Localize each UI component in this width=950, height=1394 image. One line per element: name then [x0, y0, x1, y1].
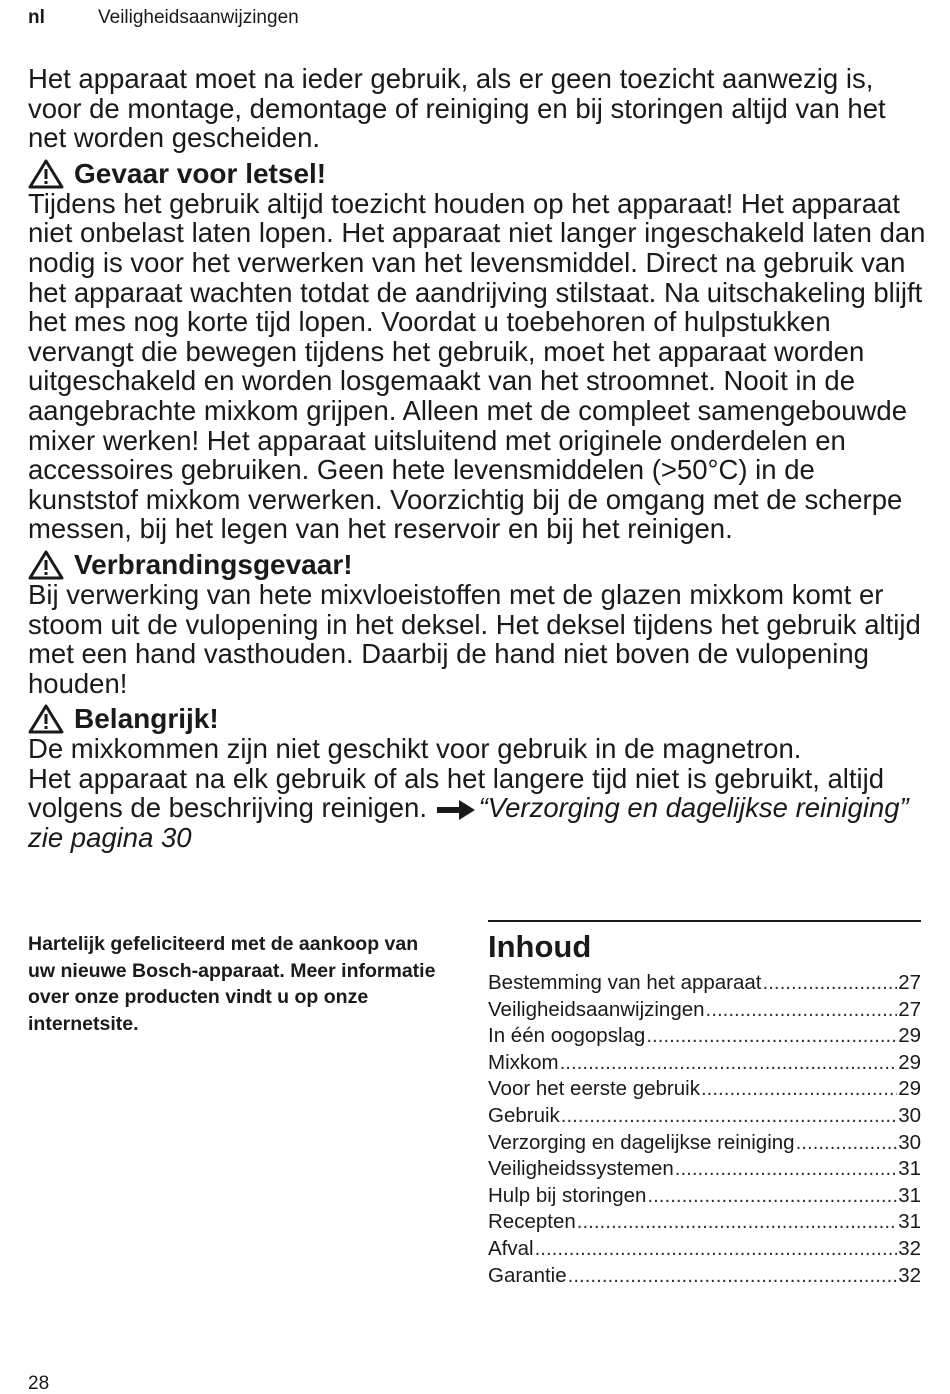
- warning-text: Bij verwerking van hete mixvloeistoffen met de glazen mixkom komt er stoom uit de vulopening in het deksel. Het deksel tijdens het gebruik altijd met een hand vasthouden. Daarbij de hand niet boven de vulopening houden!: [28, 578, 921, 699]
- toc-leader-dots: [561, 1103, 897, 1130]
- toc-item-page: 31: [898, 1210, 921, 1234]
- toc-leader-dots: [796, 1130, 898, 1157]
- toc-leader-dots: [535, 1236, 898, 1263]
- toc-item-page: 30: [898, 1103, 921, 1127]
- warning-title: Verbrandingsgevaar!: [74, 549, 353, 581]
- toc-item-label: Afval: [488, 1236, 534, 1260]
- toc-item[interactable]: [488, 1076, 921, 1103]
- toc-item-label: Hulp bij storingen: [488, 1183, 647, 1207]
- toc-leader-dots: [675, 1156, 897, 1183]
- toc-item[interactable]: [488, 1236, 921, 1263]
- toc-item-label: Gebruik: [488, 1103, 560, 1127]
- language-code: nl: [28, 7, 45, 28]
- toc-leader-dots: [706, 997, 898, 1024]
- warning-heading-burn: [28, 550, 928, 580]
- toc-item-label: Voor het eerste gebruik: [488, 1077, 700, 1101]
- toc-item[interactable]: [488, 1050, 921, 1077]
- warning-text: De mixkommen zijn niet geschikt voor gebruik in de magnetron.: [28, 733, 802, 765]
- toc-item-page: 31: [898, 1183, 921, 1207]
- toc-item-page: 27: [898, 971, 921, 994]
- warning-text: Het apparaat na elk gebruik of als het langere tijd niet is gebruikt, altijd volgens de beschrijving reinigen.: [28, 762, 885, 824]
- toc-divider: [488, 920, 921, 922]
- warning-heading-injury: [28, 159, 928, 189]
- toc-title: Inhoud: [488, 929, 592, 964]
- warning-triangle-icon: [28, 159, 64, 189]
- warning-heading-important: [28, 704, 928, 734]
- page-number: 28: [28, 1373, 50, 1394]
- warning-triangle-icon: [28, 550, 64, 580]
- toc-leader-dots: [568, 1263, 898, 1290]
- toc-item[interactable]: [488, 997, 921, 1024]
- toc-item[interactable]: [488, 970, 921, 997]
- toc-item-page: 29: [898, 1050, 921, 1074]
- section-title: Veiligheidsaanwijzingen: [98, 7, 299, 28]
- intro-paragraph: Het apparaat moet na ieder gebruik, als er geen toezicht aanwezig is, voor de montage, demontage of reiniging en bij storingen altijd van het net worden gescheiden.: [28, 63, 886, 154]
- warning-title: Gevaar voor letsel!: [74, 157, 327, 189]
- toc-item-page: 29: [898, 1077, 921, 1101]
- toc-item-page: 32: [898, 1263, 921, 1287]
- page-header: [28, 7, 299, 29]
- toc-item-label: Mixkom: [488, 1050, 559, 1074]
- toc-item-page: 30: [898, 1130, 921, 1154]
- toc-leader-dots: [560, 1050, 898, 1077]
- toc-item-page: 29: [898, 1024, 921, 1048]
- toc-item-label: In één oogopslag: [488, 1024, 646, 1048]
- arrow-right-icon: [435, 792, 479, 823]
- toc-leader-dots: [763, 970, 898, 997]
- toc-item[interactable]: [488, 1183, 921, 1210]
- toc-list: [488, 970, 921, 1289]
- toc-item-label: Recepten: [488, 1210, 576, 1234]
- warning-title: Belangrijk!: [74, 703, 219, 735]
- toc-item[interactable]: [488, 1023, 921, 1050]
- toc-leader-dots: [577, 1209, 897, 1236]
- congratulations-text: Hartelijk gefeliciteerd met de aankoop van uw nieuwe Bosch-apparaat. Meer informatie over onze producten vindt u op onze internetsite.: [28, 933, 436, 1035]
- toc-item-page: 27: [898, 997, 921, 1021]
- toc-item-label: Veiligheidssystemen: [488, 1157, 674, 1181]
- toc-leader-dots: [646, 1023, 897, 1050]
- cross-reference-link[interactable]: “Verzorging en dagelijkse reiniging” zie pagina 30: [28, 792, 909, 854]
- toc-item[interactable]: [488, 1209, 921, 1236]
- toc-item[interactable]: [488, 1130, 921, 1157]
- table-of-contents: [488, 920, 921, 1289]
- warning-text: Tijdens het gebruik altijd toezicht houden op het apparaat! Het apparaat niet onbelast laten lopen. Het apparaat niet langer ingeschakeld laten dan nodig is voor het verwerken van het levensmiddel. Direct na gebruik van het apparaat wachten totdat de aandrijving stilstaat. Na uitschakeling blijft het mes nog korte tijd lopen. Voordat u toebehoren of hulpstukken vervangt die bewegen tijdens het gebruik, moet het apparaat worden uitgeschakeld en worden losgemaakt van het stroomnet. Nooit in de aangebrachte mixkom grijpen. Alleen met de compleet samengebouwde mixer werken! Het apparaat uitsluitend met originele onderdelen en accessoires gebruiken. Geen hete levensmiddelen (>50°C) in de kunststof mixkom verwerken. Voorzichtig bij de omgang met de scherpe messen, bij het legen van het reservoir en bij het reinigen.: [28, 187, 926, 545]
- toc-item-label: Bestemming van het apparaat: [488, 971, 762, 994]
- warning-text-with-reference: [28, 764, 928, 853]
- safety-section: [28, 64, 928, 853]
- warning-triangle-icon: [28, 704, 64, 734]
- toc-leader-dots: [701, 1076, 897, 1103]
- toc-item[interactable]: [488, 1103, 921, 1130]
- toc-leader-dots: [647, 1183, 897, 1210]
- toc-item-page: 32: [898, 1236, 921, 1260]
- toc-item-label: Verzorging en dagelijkse reiniging: [488, 1130, 795, 1154]
- toc-item-page: 31: [898, 1157, 921, 1181]
- toc-item[interactable]: [488, 1263, 921, 1290]
- toc-item-label: Veiligheidsaanwijzingen: [488, 997, 705, 1021]
- toc-item[interactable]: [488, 1156, 921, 1183]
- toc-item-label: Garantie: [488, 1263, 567, 1287]
